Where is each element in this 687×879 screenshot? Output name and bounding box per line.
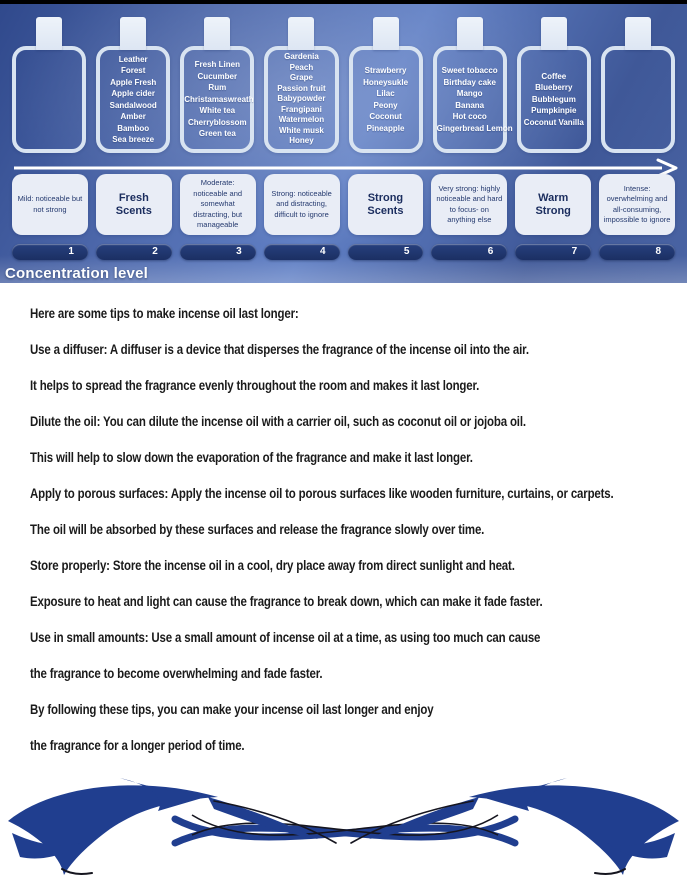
scent-label: Bubblegum [531,94,576,104]
level-description: Strong: noticeable and distracting, difficult to ignore [271,188,332,219]
bottle-body [433,46,513,153]
level-number-pill-3: 3 [180,244,256,260]
tip-line: Use in small amounts: Use a small amount of incense oil at a time, as using too much can cause [30,629,541,645]
bottle-cap [541,17,567,50]
level-box-6 [431,174,507,235]
concentration-axis-arrow [0,153,687,173]
bottle-cap [373,17,399,50]
tip-line: Apply to porous surfaces: Apply the incense oil to porous surfaces like wooden furniture, curtains, or carpets. [30,485,614,501]
scent-label: Forest [120,66,146,75]
scent-label: Leather [118,54,148,64]
bottle-cap [36,17,62,50]
scent-label: Cucumber [197,71,238,81]
scent-bottle-4 [264,17,338,153]
level-description: Intense: overwhelming and all-consuming, impossible to ignore [603,183,671,224]
level-number-pill-7: 7 [515,244,591,260]
scent-label: Hot coco [452,112,487,121]
scent-label: Pumpkinpie [531,106,577,116]
scent-label: Bamboo [117,123,150,133]
level-description: Moderate: noticeable and somewhat distracting, but manageable [193,178,243,230]
tip-line: By following these tips, you can make your incense oil last longer and enjoy [30,701,434,717]
scent-list [268,52,334,147]
scent-list [436,65,513,134]
bottle-body [601,46,675,153]
scent-list [184,59,254,140]
scent-label: Christamaswreath [184,94,254,104]
scent-label: Passion fruit [277,83,326,93]
level-box-1 [12,174,88,235]
scent-label: Birthday cake [443,77,496,87]
scent-bottle-7 [517,17,591,153]
scent-concentration-chart [0,4,687,283]
scent-label: Banana [455,100,485,110]
scent-bottle-2 [96,17,170,153]
tip-line: Use a diffuser: A diffuser is a device that disperses the fragrance of the incense oil into the air. [30,341,529,357]
level-box-row [0,173,687,235]
bottle-cap [625,17,651,50]
bottle-body [12,46,86,153]
scent-label: Fresh Linen [194,60,240,70]
scent-bottle-1 [12,17,86,153]
level-box-3 [180,174,256,235]
tip-line: Store properly: Store the incense oil in a cool, dry place away from direct sunlight and heat. [30,557,515,573]
tips-section [0,283,687,772]
scent-label: Strawberry [364,66,407,75]
tribal-flourish-decoration [0,771,687,877]
scent-label: Gardenia [284,52,319,62]
level-description: Strong Scents [367,191,404,217]
bottle-body [349,46,423,153]
scent-label: Pineapple [366,123,405,133]
scent-label: Apple Fresh [110,77,157,87]
level-description: Mild: noticeable but not strong [17,194,83,214]
level-box-8 [599,174,675,235]
concentration-level-label: Concentration level [5,265,148,282]
level-number-pill-4: 4 [264,244,340,260]
bottle-row [0,4,687,153]
level-number-pill-2: 2 [96,244,172,260]
bottle-cap [288,17,314,50]
scent-label: Apple cider [111,89,155,98]
bottle-body [264,46,338,153]
scent-label: Babypowder [277,94,326,104]
level-number-pill-1: 1 [12,244,88,260]
scent-label: Lilac [376,89,395,98]
scent-label: Gingerbread Lemon [436,123,513,133]
scent-list [353,65,419,134]
tip-line: This will help to slow down the evaporation of the fragrance and make it last longer. [30,449,473,465]
bottle-body [96,46,170,153]
tip-line: the fragrance for a longer period of time. [30,737,245,753]
level-box-4 [264,174,340,235]
level-description: Very strong: highly noticeable and hard to focus- on anything else [436,183,503,224]
scent-label: Grape [289,73,313,83]
level-number-pill-5: 5 [348,244,424,260]
scent-list [521,71,587,129]
bottle-cap [457,17,483,50]
scent-label: Watermelon [278,115,325,125]
scent-label: Frangipani [280,104,322,114]
scent-label: Green tea [198,129,236,139]
tip-line: Exposure to heat and light can cause the fragrance to break down, which can make it fade faster. [30,593,543,609]
scent-label: Coconut [369,112,402,121]
level-number-pill-8: 8 [599,244,675,260]
scent-bottle-3 [180,17,254,153]
tip-line: the fragrance to become overwhelming and fade faster. [30,665,323,681]
level-box-7 [515,174,591,235]
scent-label: Sweet tobacco [441,66,498,75]
scent-label: Amber [120,112,146,121]
scent-label: Coconut Vanilla [523,117,584,127]
scent-label: White tea [199,106,236,116]
scent-label: Mango [456,89,483,98]
level-description: Warm Strong [535,191,571,217]
scent-label: Coffee [541,71,567,81]
scent-label: Honeysukle [363,77,409,87]
bottle-body [517,46,591,153]
level-description: Fresh Scents [115,191,152,217]
tip-line: Dilute the oil: You can dilute the incense oil with a carrier oil, such as coconut oil or jojoba oil. [30,413,526,429]
scent-label: Cherryblossom [187,117,247,127]
bottle-cap [120,17,146,50]
level-number-pill-6: 6 [431,244,507,260]
scent-label: Honey [289,136,314,146]
bottle-body [180,46,254,153]
scent-list [100,54,166,146]
level-box-2 [96,174,172,235]
tip-line: It helps to spread the fragrance evenly throughout the room and makes it last longer. [30,377,480,393]
scent-label: Rum [208,83,227,93]
bottle-cap [204,17,230,50]
scent-bottle-6 [433,17,513,153]
scent-bottle-5 [349,17,423,153]
scent-label: Blueberry [535,83,573,93]
scent-label: Peony [373,100,398,110]
level-number-row [0,235,687,260]
scent-label: Sea breeze [112,135,155,144]
tip-line: The oil will be absorbed by these surfaces and release the fragrance slowly over time. [30,521,485,537]
tip-line: Here are some tips to make incense oil last longer: [30,305,299,321]
scent-bottle-8 [601,17,675,153]
scent-label: White musk [278,125,324,135]
level-box-5 [348,174,424,235]
scent-label: Peach [289,62,314,72]
scent-label: Sandalwood [109,100,157,110]
